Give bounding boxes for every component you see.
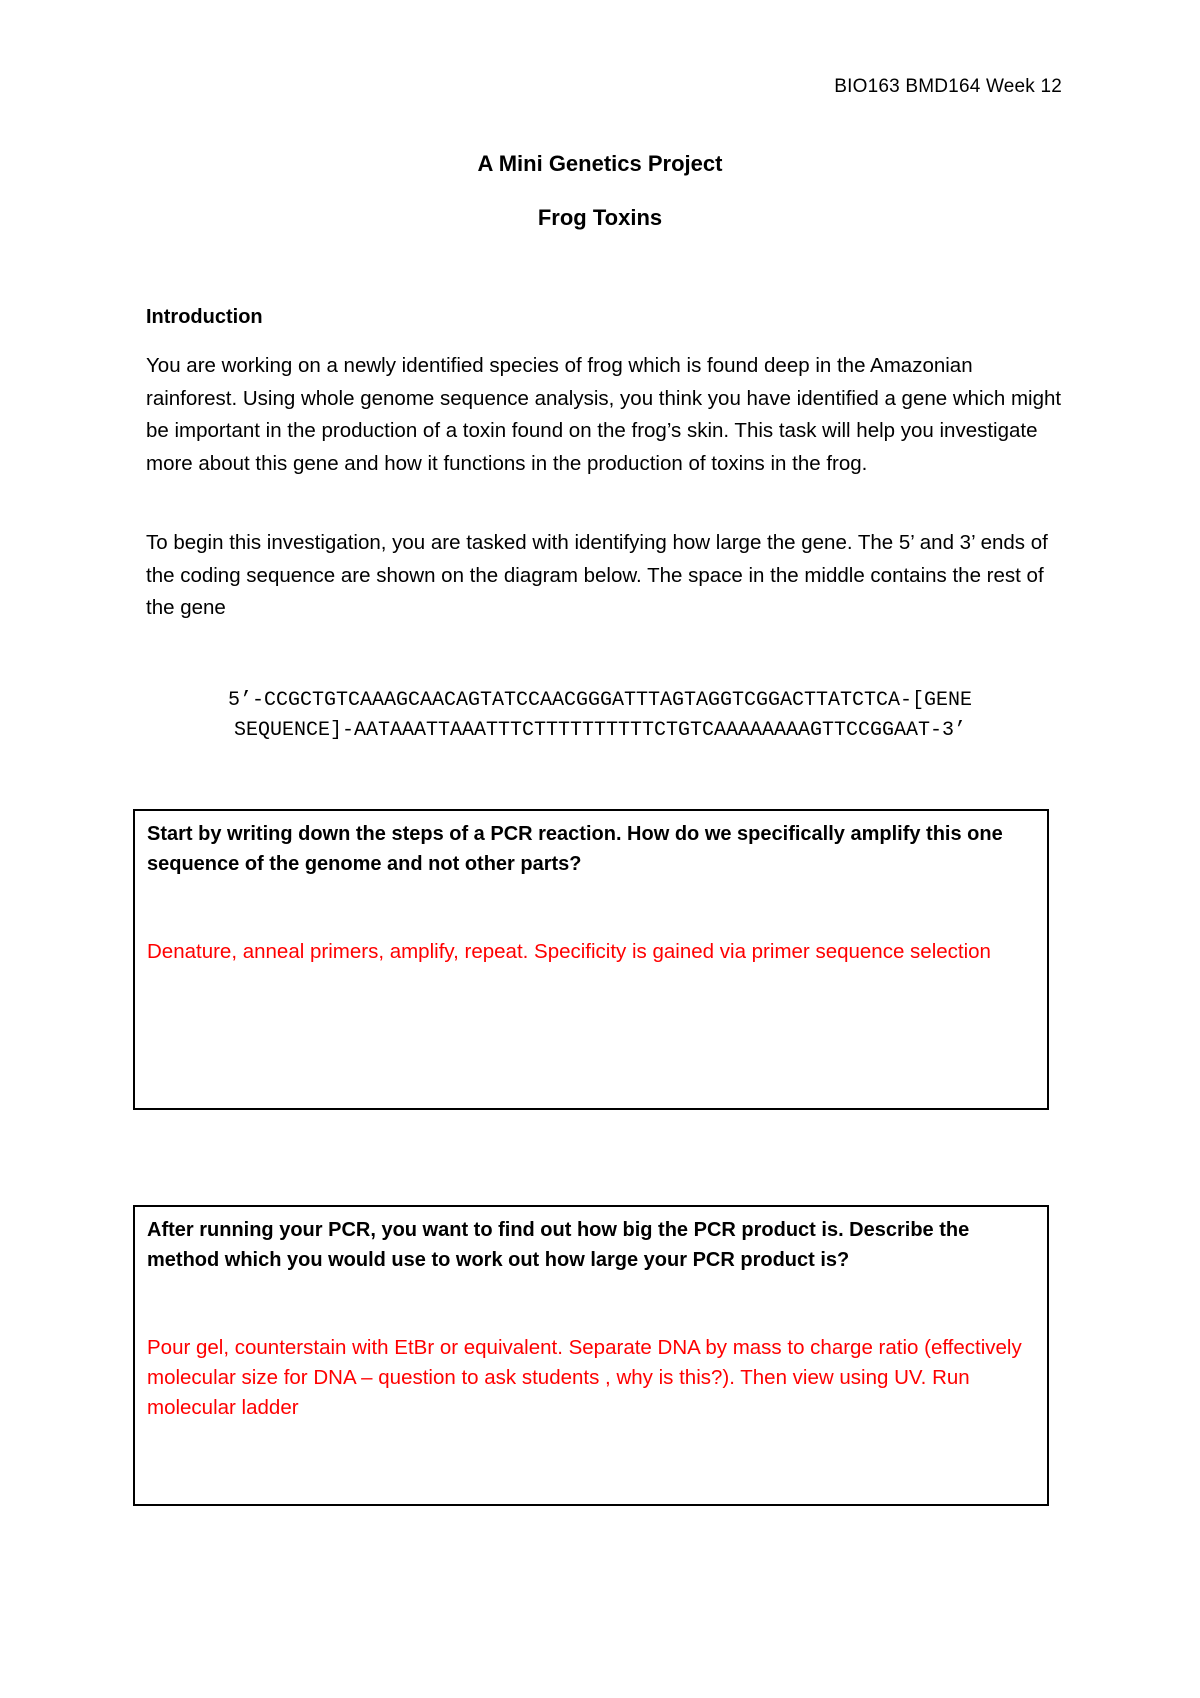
document-title: A Mini Genetics Project <box>477 151 723 176</box>
document-subtitle: Frog Toxins <box>537 205 663 230</box>
sequence-line-2: SEQUENCE]-AATAAATTAAATTTCTTTTTTTTTTCTGTCAAAAAAAAGTTCCGGAAT-3’ <box>233 719 967 742</box>
sequence-line-1: 5’-CCGCTGTCAAAGCAACAGTATCCAACGGGATTTAGTAGGTCGGACTTATCTCA-[GENE <box>227 689 973 712</box>
dna-sequence <box>0 686 1200 746</box>
question-box-pcr-size <box>133 1205 1049 1506</box>
question-box-pcr-steps <box>133 809 1049 1110</box>
task-paragraph: To begin this investigation, you are tasked with identifying how large the gene. The 5’ and 3’ ends of the coding sequence are shown on the diagram below. The space in the middle contains the rest of the gene <box>146 531 1048 619</box>
question-text: After running your PCR, you want to find out how big the PCR product is. Describe the method which you would use to work out how large your PCR product is? <box>147 1219 970 1271</box>
answer-text: Denature, anneal primers, amplify, repeat. Specificity is gained via primer sequence selection <box>147 940 991 963</box>
answer-text: Pour gel, counterstain with EtBr or equivalent. Separate DNA by mass to charge ratio (effectively molecular size for DNA – question to ask students , why is this?). Then view using UV. Run molecular ladder <box>147 1336 1022 1419</box>
question-text: Start by writing down the steps of a PCR reaction. How do we specifically amplify this one sequence of the genome and not other parts? <box>147 823 1003 875</box>
introduction-paragraph: You are working on a newly identified species of frog which is found deep in the Amazonian rainforest. Using whole genome sequence analysis, you think you have identified a gene which might be important in the production of a toxin found on the frog’s skin. This task will help you investigate more about this gene and how it functions in the production of toxins in the frog. <box>146 354 1062 475</box>
course-code-header: BIO163 BMD164 Week 12 <box>834 76 1062 97</box>
introduction-heading: Introduction <box>146 306 263 328</box>
